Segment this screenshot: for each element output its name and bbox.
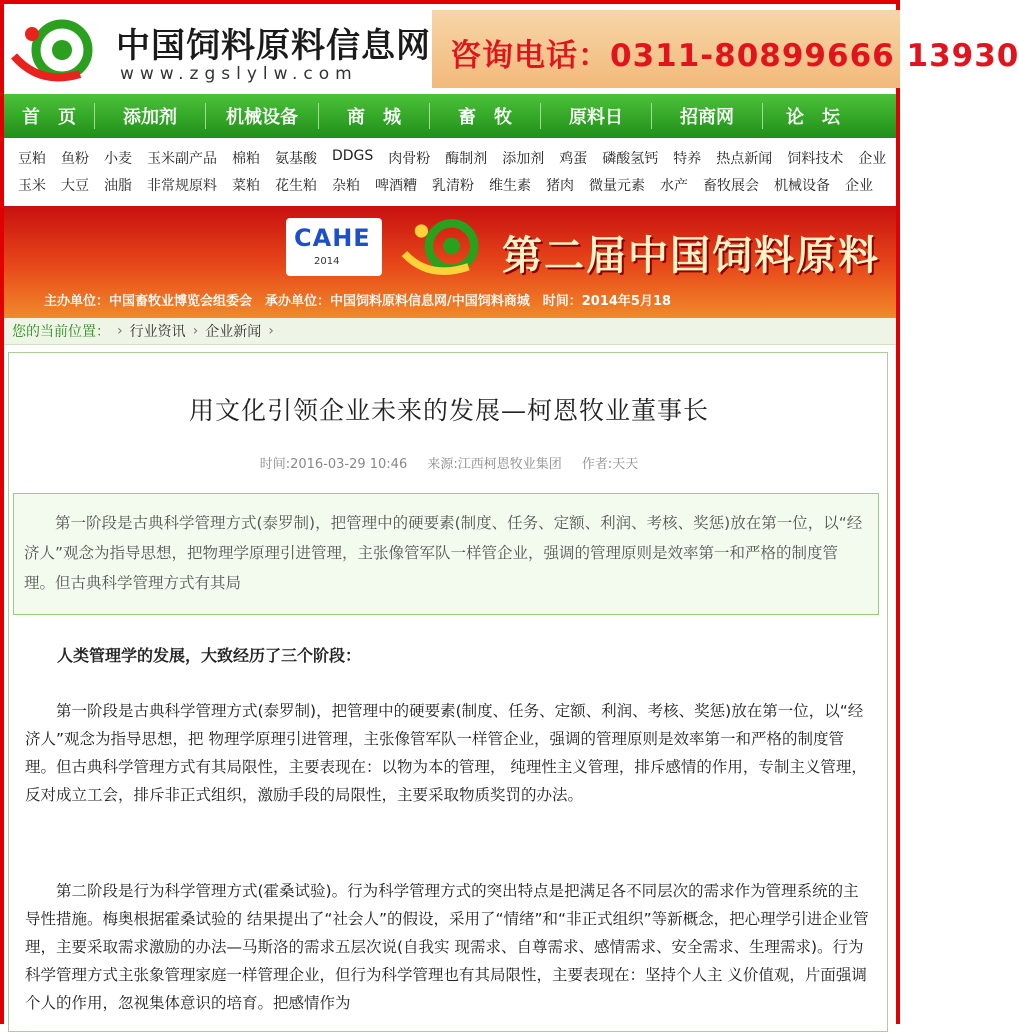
nav-item-machinery[interactable]: 机械设备	[226, 107, 298, 128]
site-url: www.zgslylw.com	[120, 64, 358, 84]
chevron-right-icon: ›	[192, 323, 199, 339]
keyword-link[interactable]: 鸡蛋	[559, 151, 588, 167]
chevron-right-icon: ›	[268, 323, 274, 339]
keyword-link[interactable]: 饲料技术	[787, 151, 844, 167]
keyword-link[interactable]: 磷酸氢钙	[602, 151, 659, 167]
site-logo-icon[interactable]	[10, 16, 102, 86]
nav-item-forum[interactable]: 论 坛	[786, 107, 840, 128]
banner-info: 主办单位：中国畜牧业博览会组委会 承办单位：中国饲料原料信息网/中国饲料商城 时间：2014年5月18	[44, 294, 672, 309]
keyword-link[interactable]: 乳清粉	[432, 178, 474, 194]
keyword-link[interactable]: 菜粕	[232, 178, 260, 194]
site-header	[4, 4, 1019, 92]
expo-logo-year: 2014	[314, 256, 340, 267]
breadcrumb-item-company-news[interactable]: 企业新闻	[205, 324, 262, 340]
main-nav	[4, 94, 896, 138]
article-summary: 第一阶段是古典科学管理方式(泰罗制)，把管理中的硬要素(制度、任务、定额、利润、考核、奖惩)放在第一位，以“经济人”观念为指导思想，把物理学原理引进管理，主张像管军队一样管企业，强调的管理原则是效率第一和严格的制度管理。但古典科学管理方式有其局	[13, 493, 879, 615]
hotline-banner	[432, 10, 1019, 88]
keyword-row-1	[18, 148, 901, 176]
keyword-link[interactable]: 企业	[845, 178, 873, 194]
nav-item-mall[interactable]: 商 城	[347, 107, 401, 128]
keyword-link[interactable]: 畜牧展会	[703, 178, 759, 194]
keyword-link[interactable]: 杂粕	[332, 178, 360, 194]
nav-item-home[interactable]: 首 页	[22, 107, 76, 128]
article-container	[8, 352, 888, 1032]
article-paragraph-2: 第二阶段是行为科学管理方式(霍桑试验)。行为科学管理方式的突出特点是把满足各不同层次的需求作为管理系统的主导性措施。梅奥根据霍桑试验的 结果提出了“社会人”的假设，采用了“情绪”和“非正式组织”等新概念，把心理学引进企业管理，主要采取需求激励的办法—马斯洛的需求五层次说(自我实 现需求、自尊需求、感情需求、安全需求、生理需求)。行为科学管理方式主张象管理家庭一样管理企业，但行为科学管理也有其局限性，主要表现在：坚持个人主 义价值观，片面强调个人的作用，忽视集体意识的培育。把感情作为	[25, 882, 869, 1012]
article-title: 用文化引领企业未来的发展—柯恩牧业董事长	[188, 396, 709, 425]
breadcrumb-item-industry-news[interactable]: 行业资讯	[129, 324, 186, 340]
keyword-link[interactable]: 棉粕	[232, 151, 260, 167]
article-subheading: 人类管理学的发展，大致经历了三个阶段：	[57, 646, 362, 665]
keyword-links	[4, 142, 896, 202]
keyword-link[interactable]: 油脂	[104, 178, 132, 194]
expo-logo	[286, 218, 382, 276]
keyword-link[interactable]: 微量元素	[589, 178, 645, 194]
keyword-link[interactable]: 小麦	[104, 151, 132, 167]
keyword-link[interactable]: 玉米	[18, 178, 46, 194]
article-paragraph-1: 第一阶段是古典科学管理方式(泰罗制)，把管理中的硬要素(制度、任务、定额、利润、考核、奖惩)放在第一位，以“经济人”观念为指导思想，把 物理学原理引进管理，主张像管军队一样管企业，强调的管理原则是效率第一和严格的制度管理。但古典科学管理方式有其局限性，主要表现在：以物为本的管理， 纯理性主义管理，排斥感情的作用，专制主义管理，反对成立工会，排斥非正式组织，激励手段的局限性，主要采取物质奖罚的办法。	[25, 702, 867, 804]
breadcrumb	[4, 318, 896, 345]
keyword-row-2	[18, 175, 888, 203]
site-name[interactable]: 中国饲料原料信息网	[116, 26, 431, 66]
keyword-link[interactable]: 大豆	[61, 178, 89, 194]
keyword-link[interactable]: 花生粕	[275, 178, 317, 194]
keyword-link[interactable]: 猪肉	[546, 178, 574, 194]
keyword-link[interactable]: 非常规原料	[147, 178, 217, 194]
keyword-link[interactable]: DDGS	[332, 148, 374, 164]
article-source: 来源:江西柯恩牧业集团	[427, 457, 562, 472]
keyword-link[interactable]: 特养	[673, 151, 702, 167]
keyword-link[interactable]: 企业	[858, 151, 887, 167]
expo-banner[interactable]	[4, 206, 896, 318]
banner-logo-icon	[398, 214, 490, 280]
keyword-link[interactable]: 酶制剂	[445, 151, 488, 167]
keyword-link[interactable]: 玉米副产品	[147, 151, 217, 167]
keyword-link[interactable]: 维生素	[489, 178, 531, 194]
keyword-link[interactable]: 水产	[660, 178, 688, 194]
chevron-right-icon: ›	[117, 323, 123, 339]
keyword-link[interactable]: 机械设备	[774, 178, 830, 194]
breadcrumb-label: 您的当前位置：	[12, 324, 110, 340]
nav-item-livestock[interactable]: 畜 牧	[458, 107, 512, 128]
expo-logo-text: CAHE	[294, 224, 371, 252]
keyword-link[interactable]: 氨基酸	[275, 151, 317, 167]
banner-title: 第二届中国饲料原料	[502, 233, 880, 279]
keyword-link[interactable]: 热点新闻	[716, 151, 773, 167]
keyword-link[interactable]: 肉骨粉	[388, 151, 431, 167]
nav-item-raw-material-day[interactable]: 原料日	[569, 107, 623, 128]
keyword-link[interactable]: 添加剂	[502, 151, 545, 167]
article-author: 作者:天天	[581, 457, 639, 472]
nav-item-additives[interactable]: 添加剂	[123, 107, 177, 128]
keyword-link[interactable]: 啤酒糟	[375, 178, 417, 194]
nav-item-investment[interactable]: 招商网	[680, 107, 734, 128]
article-meta	[9, 453, 889, 472]
keyword-link[interactable]: 鱼粉	[61, 151, 89, 167]
article-time: 时间:2016-03-29 10:46	[259, 457, 408, 472]
hotline-text: 咨询电话：0311-80899666 13930	[450, 38, 1019, 74]
keyword-link[interactable]: 豆粕	[18, 151, 46, 167]
